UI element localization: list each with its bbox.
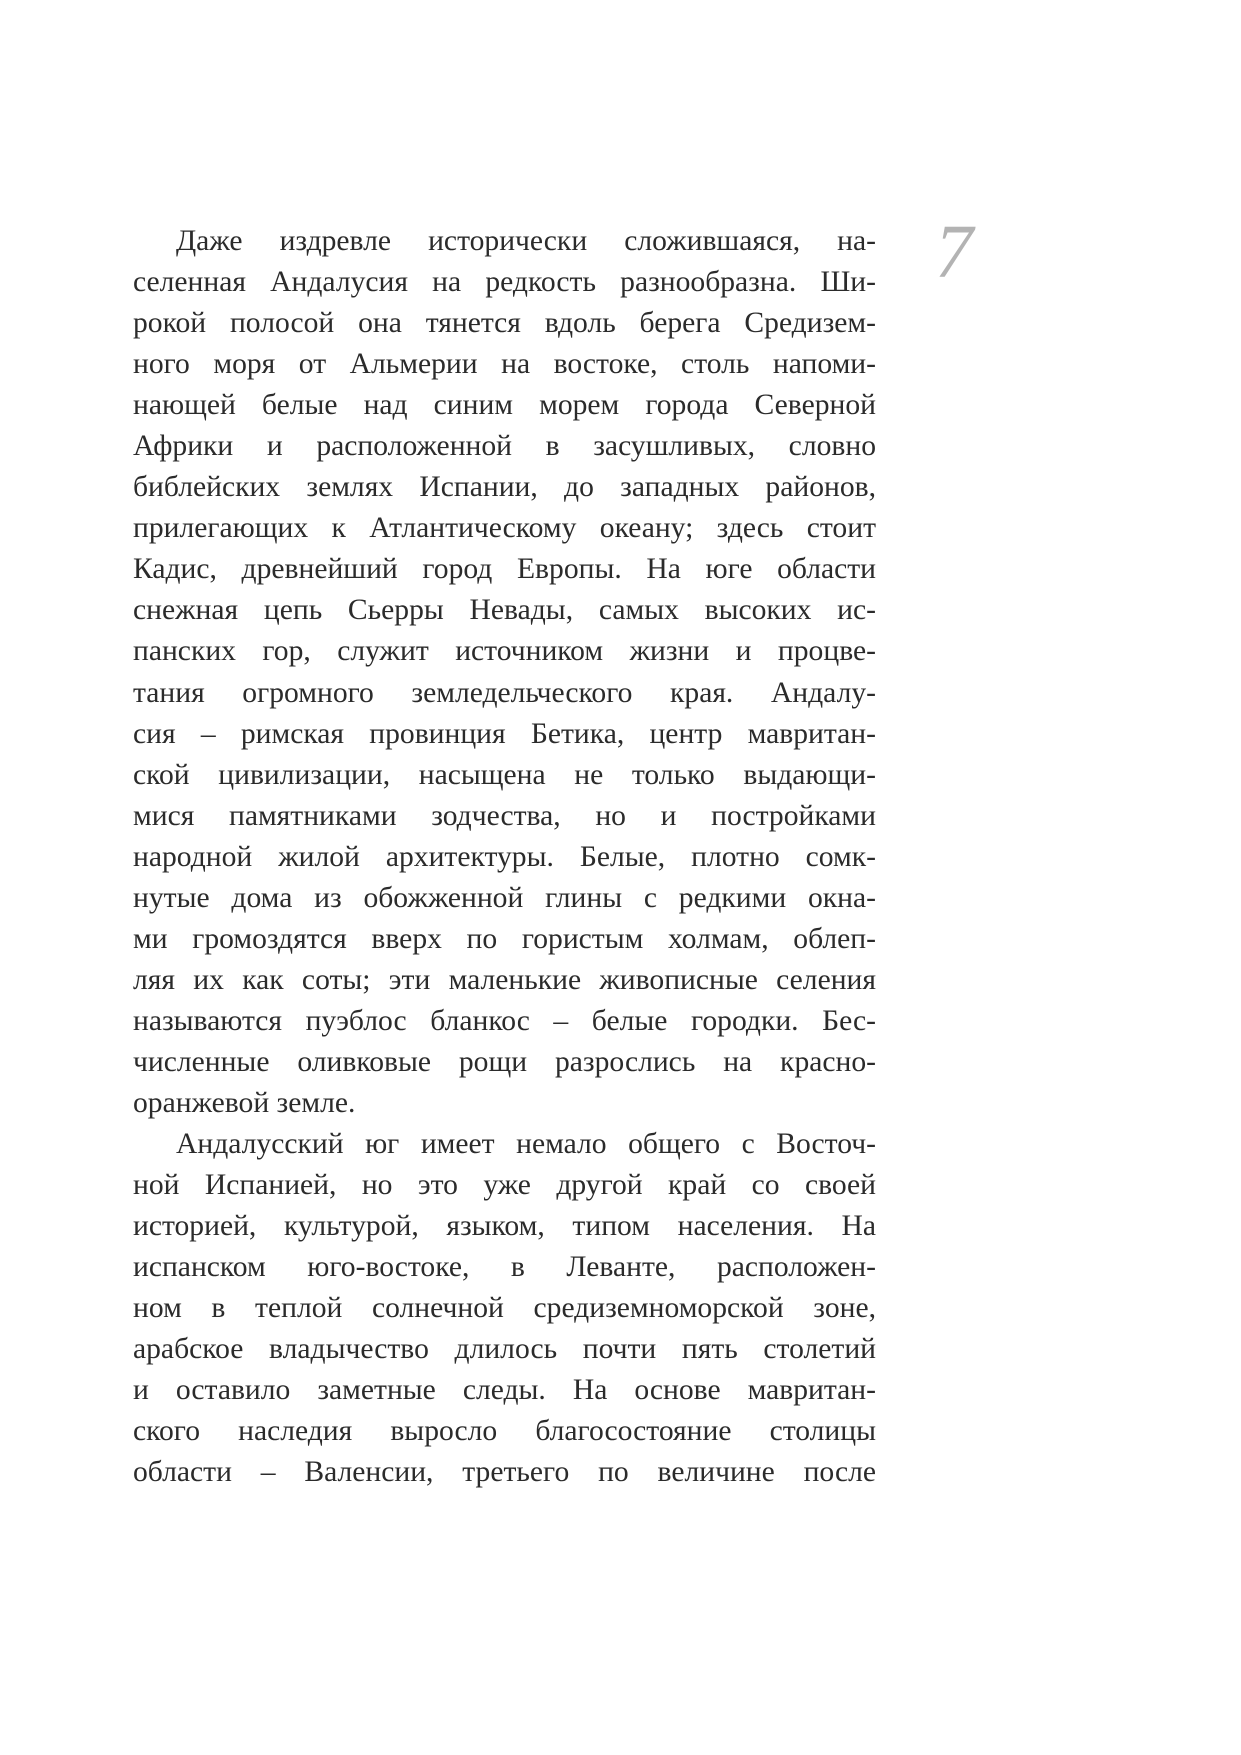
text-line: Африки и расположенной в засушливых, словно bbox=[133, 430, 876, 463]
text-line: области – Валенсии, третьего по величине после bbox=[133, 1456, 876, 1489]
text-line: народной жилой архитектуры. Белые, плотно сомк- bbox=[133, 840, 876, 873]
text-line: снежная цепь Сьерры Невады, самых высоких ис- bbox=[133, 594, 876, 627]
text-line: нающей белые над синим морем города Северной bbox=[133, 389, 876, 422]
text-line: ном в теплой солнечной средиземноморской зоне, bbox=[133, 1292, 876, 1325]
text-line: Даже издревле исторически сложившаяся, на- bbox=[176, 225, 876, 257]
text-line: библейских землях Испании, до западных районов, bbox=[133, 471, 876, 504]
text-line: ского наследия выросло благосостояние столицы bbox=[133, 1415, 876, 1448]
text-line: прилегающих к Атлантическому океану; здесь стоит bbox=[133, 512, 876, 545]
text-line: ляя их как соты; эти маленькие живописные селения bbox=[133, 963, 876, 996]
text-line: называются пуэблос бланкос – белые городки. Бес- bbox=[133, 1004, 876, 1037]
text-line: рокой полосой она тянется вдоль берега Средизем- bbox=[133, 307, 876, 340]
body-text bbox=[133, 221, 876, 1493]
text-line: нутые дома из обожженной глины с редкими окна- bbox=[133, 881, 876, 914]
text-line: сия – римская провинция Бетика, центр мавритан- bbox=[133, 717, 876, 750]
text-line: селенная Андалусия на редкость разнообразна. Ши- bbox=[133, 266, 876, 299]
text-line: и оставило заметные следы. На основе мавритан- bbox=[133, 1374, 876, 1407]
text-line: Андалусский юг имеет немало общего с Восточ- bbox=[176, 1128, 876, 1161]
page-number: 7 bbox=[935, 210, 973, 294]
text-line: испанском юго-востоке, в Леванте, расположен- bbox=[133, 1251, 876, 1284]
text-line: мися памятниками зодчества, но и постройками bbox=[133, 799, 876, 832]
text-line: ного моря от Альмерии на востоке, столь напоми- bbox=[133, 348, 876, 381]
text-line: Кадис, древнейший город Европы. На юге области bbox=[133, 553, 876, 586]
text-line: ной Испанией, но это уже другой край со своей bbox=[133, 1169, 876, 1202]
text-line: тания огромного земледельческого края. Андалу- bbox=[133, 676, 876, 709]
text-line: панских гор, служит источником жизни и процве- bbox=[133, 635, 876, 668]
text-line: оранжевой земле. bbox=[133, 1086, 356, 1119]
text-line: историей, культурой, языком, типом населения. На bbox=[133, 1210, 876, 1243]
text-line: ской цивилизации, насыщена не только выдающи- bbox=[133, 758, 876, 791]
text-line: ми громоздятся вверх по гористым холмам, облеп- bbox=[133, 922, 876, 955]
text-line: численные оливковые рощи разрослись на красно- bbox=[133, 1045, 876, 1078]
text-line: арабское владычество длилось почти пять столетий bbox=[133, 1333, 876, 1366]
